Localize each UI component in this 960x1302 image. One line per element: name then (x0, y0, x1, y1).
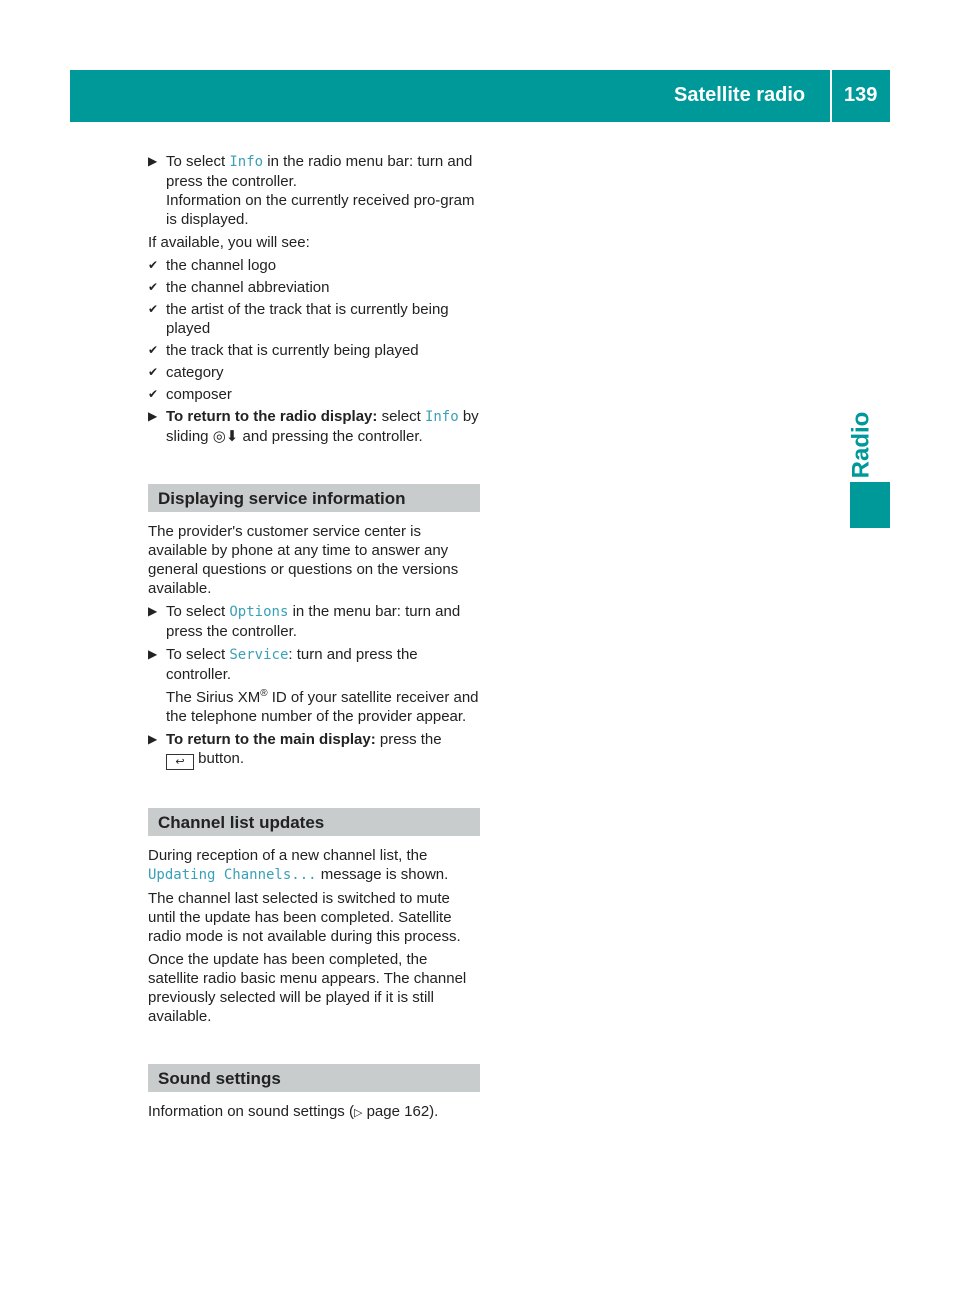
paragraph-text: During reception of a new channel list, the (148, 847, 428, 864)
list-item (148, 278, 480, 297)
side-tab (838, 400, 884, 490)
back-button-icon: ↩ (166, 754, 194, 770)
step-text: button. (198, 750, 245, 767)
step-text: To select (166, 603, 226, 620)
paragraph-text: Information on sound settings ( (148, 1103, 354, 1120)
step-text: in the radio menu bar: turn and press the controller. (166, 153, 473, 190)
paragraph (148, 846, 480, 885)
menu-item-code: Info (229, 154, 264, 170)
list-item (148, 300, 480, 338)
instruction-step (148, 152, 480, 229)
step-arrow-icon: ▶ (148, 154, 158, 168)
paragraph-text: message is shown. (320, 866, 449, 883)
section-heading: Displaying service information (148, 484, 480, 512)
list-item-text: the channel abbreviation (166, 279, 330, 296)
section-intro: The provider's customer service center is available by phone at any time to answer any general questions or questions on the versions available. (148, 523, 459, 597)
menu-item-code: Options (229, 604, 289, 620)
paragraph: Once the update has been completed, the satellite radio basic menu appears. The channel previously selected will be played if it is still available. (148, 951, 467, 1025)
step-text: To select (166, 153, 226, 170)
menu-item-code: Info (424, 409, 459, 425)
page-header (70, 70, 890, 122)
step-text: and pressing the controller. (242, 428, 423, 445)
bullet-icon: ✔ (148, 280, 159, 294)
step-text: select (381, 408, 421, 425)
list-item-text: the track that is currently being played (166, 342, 419, 359)
step-result: Information on the currently received pro-gram is displayed. (166, 192, 475, 228)
list-item (148, 256, 480, 275)
step-text: by sliding (166, 408, 479, 445)
list-item (148, 363, 480, 382)
list-item-text: category (166, 364, 224, 381)
step-text: To select (166, 646, 226, 663)
bullet-icon: ✔ (148, 302, 159, 316)
paragraph: The channel last selected is switched to mute until the update has been completed. Satellite radio mode is not available during this process. (148, 890, 461, 945)
paragraph (148, 1102, 480, 1123)
step-text: in the menu bar: turn and press the controller. (166, 603, 461, 640)
page-reference-arrow-icon: ▷ (353, 1107, 363, 1119)
content-column (148, 152, 480, 1127)
step-text: : turn and press the controller. (166, 646, 418, 683)
step-text: press the (379, 731, 442, 748)
step-arrow-icon: ▶ (148, 732, 158, 746)
registered-mark: ® (260, 688, 268, 699)
section-heading: Channel list updates (148, 808, 480, 836)
side-tab-label: Radio (847, 411, 875, 479)
list-item (148, 385, 480, 404)
step-result-text: ID of your satellite receiver and the telephone number of the provider appear. (166, 689, 479, 725)
header-title: Satellite radio (674, 84, 806, 106)
step-arrow-icon: ▶ (148, 647, 158, 661)
controller-slide-icon: ◎⬇ (212, 428, 239, 445)
list-item-text: the artist of the track that is currently being played (166, 301, 449, 337)
instruction-step (148, 645, 480, 726)
bullet-icon: ✔ (148, 365, 159, 379)
display-message-code: Updating Channels... (148, 867, 317, 883)
list-item-text: the channel logo (166, 257, 277, 274)
list-intro: If available, you will see: (148, 234, 310, 251)
header-divider (830, 70, 832, 122)
section-heading: Sound settings (148, 1064, 480, 1092)
page-number: 139 (844, 84, 878, 106)
bullet-icon: ✔ (148, 258, 159, 272)
step-arrow-icon: ▶ (148, 409, 158, 423)
list-item (148, 341, 480, 360)
list-item-text: composer (166, 386, 232, 403)
bullet-icon: ✔ (148, 343, 159, 357)
instruction-step (148, 602, 480, 641)
step-continuation (166, 749, 480, 770)
menu-item-code: Service (229, 647, 289, 663)
step-heading: To return to the main display: (166, 731, 376, 748)
page-reference-link[interactable]: page 162). (366, 1103, 439, 1120)
instruction-step (148, 730, 480, 770)
instruction-step (148, 407, 480, 446)
step-result-text: The Sirius XM (166, 689, 261, 706)
step-arrow-icon: ▶ (148, 604, 158, 618)
bullet-icon: ✔ (148, 387, 159, 401)
step-heading: To return to the radio display: (166, 408, 378, 425)
step-result (166, 684, 480, 726)
side-tab-marker (850, 482, 890, 528)
